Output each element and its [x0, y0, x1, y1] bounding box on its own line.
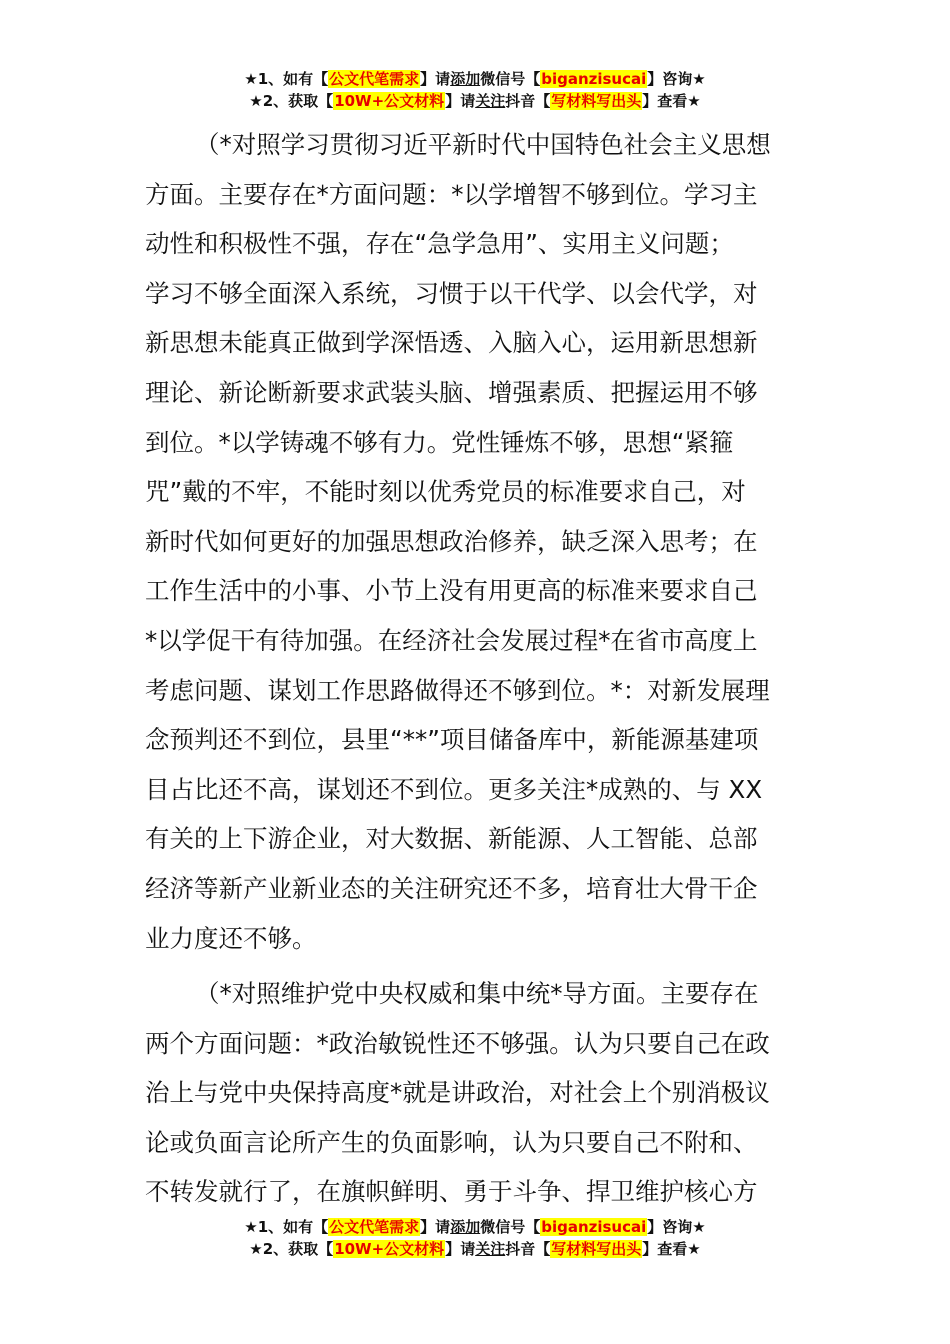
banner-text: 】查看★	[642, 1240, 701, 1258]
text-line: 考虑问题、谋划工作思路做得还不够到位。*：对新发展理	[145, 675, 770, 705]
text-line: 新时代如何更好的加强思想政治修养，缺乏深入思考；在	[145, 526, 758, 556]
banner-underline-text: 添加	[450, 1218, 481, 1236]
header-banner	[0, 68, 950, 112]
highlight-materials: 10W+公文材料	[334, 1240, 445, 1258]
text-line: 有关的上下游企业，对大数据、新能源、人工智能、总部	[145, 824, 758, 854]
text-line: 动性和积极性不强，存在“急学急用”、实用主义问题；	[145, 229, 734, 259]
text-line: 咒”戴的不牢，不能时刻以优秀党员的标准要求自己，对	[145, 477, 746, 507]
text-line: 经济等新产业新业态的关注研究还不多，培育壮大骨干企	[145, 873, 758, 903]
text-line: 目占比还不高，谋划还不到位。更多关注*成熟的、与 XX	[145, 774, 763, 804]
banner-text: 】咨询★	[647, 1218, 706, 1236]
banner-text: 微信号【	[480, 1218, 541, 1236]
banner-line-1	[0, 1216, 950, 1238]
text-line: 两个方面问题：*政治敏锐性还不够强。认为只要自己在政	[145, 1028, 770, 1058]
document-body	[145, 120, 809, 1223]
banner-text: 抖音【	[505, 92, 551, 110]
text-line: 学习不够全面深入系统，习惯于以干代学、以会代学，对	[145, 278, 758, 308]
banner-text: 】咨询★	[647, 70, 706, 88]
highlight-wechat-id: biganzisucai	[541, 70, 647, 88]
paragraph-2	[145, 969, 809, 1217]
banner-underline-text: 添加	[450, 70, 481, 88]
banner-text: 】查看★	[642, 92, 701, 110]
text-line: 方面。主要存在*方面问题：*以学增智不够到位。学习主	[145, 179, 758, 209]
text-line: （*对照学习贯彻习近平新时代中国特色社会主义思想	[195, 130, 771, 159]
highlight-wechat-id: biganzisucai	[541, 1218, 647, 1236]
banner-text: ★2、获取【	[249, 92, 334, 110]
text-line: 工作生活中的小事、小节上没有用更高的标准来要求自己	[145, 576, 758, 606]
text-line: 新思想未能真正做到学深悟透、入脑入心，运用新思想新	[145, 328, 758, 358]
banner-text: 】请	[420, 1218, 451, 1236]
text-line: （*对照维护党中央权威和集中统*导方面。主要存在	[195, 979, 759, 1009]
paragraph-1	[145, 120, 809, 963]
banner-underline-text: 关注	[475, 1240, 506, 1258]
banner-text: ★1、如有【	[244, 70, 329, 88]
text-line: 论或负面言论所产生的负面影响，认为只要自己不附和、	[145, 1127, 758, 1157]
text-line: 念预判还不到位，县里“**”项目储备库中，新能源基建项	[145, 725, 759, 755]
banner-text: 】请	[445, 92, 476, 110]
text-line: 到位。*以学铸魂不够有力。党性锤炼不够，思想“紧箍	[145, 427, 734, 457]
banner-line-1	[0, 68, 950, 90]
highlight-materials: 10W+公文材料	[334, 92, 445, 110]
highlight-douyin-account: 写材料写出头	[551, 1240, 642, 1258]
banner-underline-text: 关注	[475, 92, 506, 110]
banner-line-2	[0, 1238, 950, 1260]
banner-text: 】请	[420, 70, 451, 88]
text-line: *以学促干有待加强。在经济社会发展过程*在省市高度上	[145, 625, 758, 655]
banner-text: ★1、如有【	[244, 1218, 329, 1236]
banner-text: 抖音【	[505, 1240, 551, 1258]
highlight-service: 公文代笔需求	[329, 70, 420, 88]
banner-line-2	[0, 90, 950, 112]
banner-text: ★2、获取【	[249, 1240, 334, 1258]
text-line: 不转发就行了，在旗帜鲜明、勇于斗争、捍卫维护核心方	[145, 1177, 758, 1207]
text-line: 治上与党中央保持高度*就是讲政治，对社会上个别消极议	[145, 1078, 770, 1108]
banner-text: 微信号【	[480, 70, 541, 88]
highlight-service: 公文代笔需求	[329, 1218, 420, 1236]
text-line: 业力度还不够。	[145, 923, 317, 953]
highlight-douyin-account: 写材料写出头	[551, 92, 642, 110]
text-line: 理论、新论断新要求武装头脑、增强素质、把握运用不够	[145, 377, 758, 407]
footer-banner	[0, 1216, 950, 1260]
banner-text: 】请	[445, 1240, 476, 1258]
